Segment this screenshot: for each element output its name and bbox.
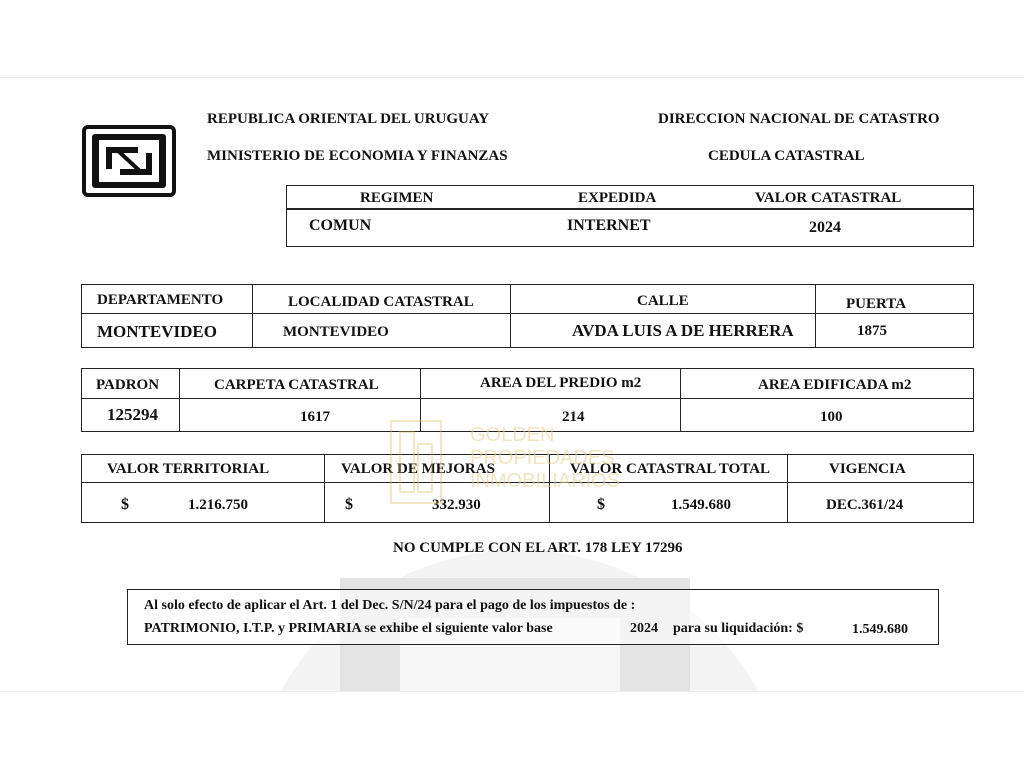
compliance-notice: NO CUMPLE CON EL ART. 178 LEY 17296 [393, 540, 683, 556]
value-vigencia: DEC.361/24 [826, 497, 904, 513]
value-total: 1.549.680 [671, 497, 731, 513]
watermark-line-1: GOLDEN [470, 424, 555, 446]
valuation-col-sep-3 [787, 454, 788, 523]
watermark-line-2: PROPIEDADES [470, 447, 615, 469]
header-area-edificada: AREA EDIFICADA m2 [758, 377, 912, 393]
header-valor-total: VALOR CATASTRAL TOTAL [570, 461, 771, 477]
header-area-predio: AREA DEL PREDIO m2 [480, 375, 642, 391]
header-carpeta: CARPETA CATASTRAL [214, 377, 379, 393]
value-padron: 125294 [107, 405, 158, 424]
valuation-col-sep-1 [324, 454, 325, 523]
header-padron: PADRON [96, 377, 160, 393]
value-carpeta: 1617 [300, 409, 330, 425]
header-calle: CALLE [637, 293, 689, 309]
direction-title: DIRECCION NACIONAL DE CATASTRO [658, 111, 940, 127]
tax-base-suffix: para su liquidación: $ [673, 621, 804, 636]
tax-base-line-1: Al solo efecto de aplicar el Art. 1 del Dec. S/N/24 para el pago de los impuestos de : [144, 598, 636, 613]
catastro-logo-icon [82, 125, 178, 199]
golden-building-icon [388, 418, 444, 506]
header-valor-territorial: VALOR TERRITORIAL [107, 461, 270, 477]
header-localidad: LOCALIDAD CATASTRAL [288, 294, 474, 310]
ministry-title: MINISTERIO DE ECONOMIA Y FINANZAS [207, 148, 508, 164]
regimen-table-divider [286, 208, 974, 210]
republic-title: REPUBLICA ORIENTAL DEL URUGUAY [207, 111, 490, 127]
document-title: CEDULA CATASTRAL [708, 148, 865, 164]
header-regimen: REGIMEN [360, 190, 434, 206]
currency-sign: $ [597, 496, 605, 513]
header-vigencia: VIGENCIA [829, 461, 906, 477]
value-year: 2024 [809, 219, 841, 236]
value-area-edificada: 100 [820, 409, 843, 425]
tax-base-line-2: PATRIMONIO, I.T.P. y PRIMARIA se exhibe el siguiente valor base [144, 621, 553, 636]
watermark-text [470, 424, 620, 493]
header-departamento: DEPARTAMENTO [97, 292, 224, 308]
tax-base-year: 2024 [630, 621, 658, 636]
watermark-line-3: INMOBILIARIOS [470, 470, 621, 492]
location-col-sep-1 [252, 284, 253, 348]
value-localidad: MONTEVIDEO [283, 324, 389, 340]
currency-sign: $ [345, 496, 353, 513]
location-col-sep-2 [510, 284, 511, 348]
header-expedida: EXPEDIDA [578, 190, 657, 206]
header-valor-catastral: VALOR CATASTRAL [755, 190, 902, 206]
header-valor-mejoras: VALOR DE MEJORAS [341, 461, 495, 477]
value-regimen: COMUN [309, 217, 372, 234]
tax-base-amount: 1.549.680 [852, 622, 908, 637]
value-departamento: MONTEVIDEO [97, 322, 217, 341]
parcel-col-sep-1 [179, 368, 180, 432]
value-mejoras: 332.930 [432, 497, 481, 513]
parcel-table-divider [81, 398, 974, 399]
value-calle: AVDA LUIS A DE HERRERA [572, 321, 794, 340]
currency-sign: $ [121, 496, 129, 513]
header-puerta: PUERTA [846, 296, 907, 312]
cedula-sheet [0, 77, 1024, 692]
value-puerta: 1875 [857, 323, 887, 339]
parcel-col-sep-3 [680, 368, 681, 432]
value-territorial: 1.216.750 [188, 497, 248, 513]
value-expedida: INTERNET [567, 217, 651, 234]
value-area-predio: 214 [562, 409, 585, 425]
location-table-divider [81, 313, 974, 314]
location-col-sep-3 [815, 284, 816, 348]
